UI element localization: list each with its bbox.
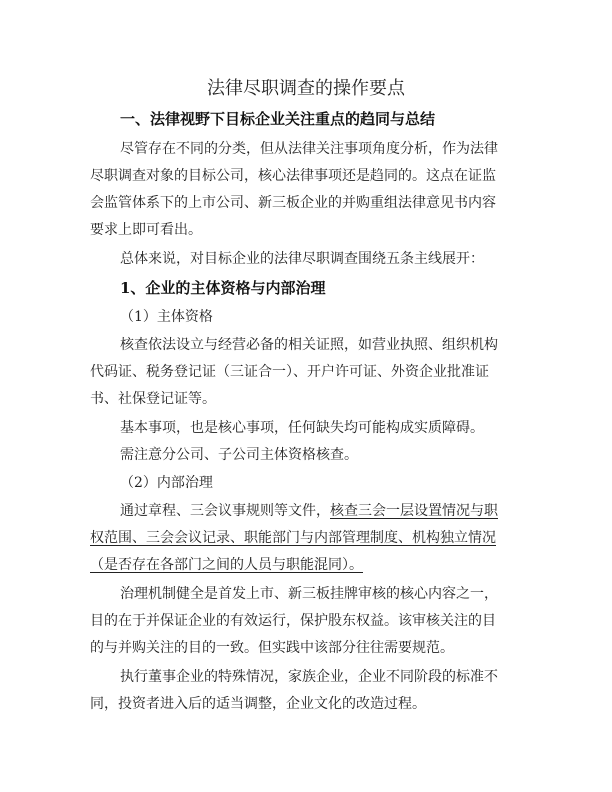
paragraph-line: 代码证、税务登记证（三证合一）、开户许可证、外资企业批准证 <box>90 364 489 380</box>
underlined-line: 权范围、三会会议记录、职能部门与内部管理制度、机构独立情况 <box>90 530 496 546</box>
item-label-2: （2）内部治理 <box>120 475 213 491</box>
paragraph-line: 的与并购关注的目的一致。但实践中该部分往往需要规范。 <box>90 640 454 656</box>
paragraph-line: 会监管体系下的上市公司、新三板企业的并购重组法律意见书内容 <box>90 195 496 211</box>
underlined-text: 核查三会一层设置情况与职 <box>330 503 498 519</box>
document-title: 法律尽职调查的操作要点 <box>207 78 405 99</box>
paragraph-text: 通过章程、三会议事规则等文件， <box>120 503 330 519</box>
subsection-heading-1: 1、企业的主体资格与内部治理 <box>120 279 326 297</box>
paragraph-line: 尽职调查对象的目标公司，核心法律事项还是趋同的。这点在证监 <box>90 168 496 184</box>
paragraph-line: 基本事项，也是核心事项，任何缺失均可能构成实质障碍。 <box>120 420 484 436</box>
paragraph-line: 书、社保登记证等。 <box>90 391 216 407</box>
paragraph-line: 目的在于并保证企业的有效运行，保护股东权益。该审核关注的目 <box>90 613 496 629</box>
paragraph-line: 治理机制健全是首发上市、新三板挂牌审核的核心内容之一， <box>120 586 498 602</box>
item-label-1: （1）主体资格 <box>120 309 213 325</box>
paragraph-line: 同，投资者进入后的适当调整，企业文化的改造过程。 <box>90 696 426 712</box>
paragraph-line: 核查依法设立与经营必备的相关证照，如营业执照、组织机构 <box>120 337 498 353</box>
paragraph-line: 要求上即可看出。 <box>90 222 202 238</box>
paragraph-line: 执行董事企业的特殊情况，家族企业，企业不同阶段的标准不 <box>120 669 498 685</box>
paragraph-line: 总体来说，对目标企业的法律尽职调查围绕五条主线展开： <box>120 251 484 267</box>
section-heading-1: 一、法律视野下目标企业关注重点的趋同与总结 <box>120 110 436 128</box>
paragraph-line <box>120 500 520 520</box>
paragraph-line: 需注意分公司、子公司主体资格核查。 <box>120 447 358 463</box>
paragraph-line: 尽管存在不同的分类，但从法律关注事项角度分析，作为法律 <box>120 141 498 157</box>
underlined-line: （是否存在各部门之间的人员与职能混同）。 <box>90 557 363 573</box>
